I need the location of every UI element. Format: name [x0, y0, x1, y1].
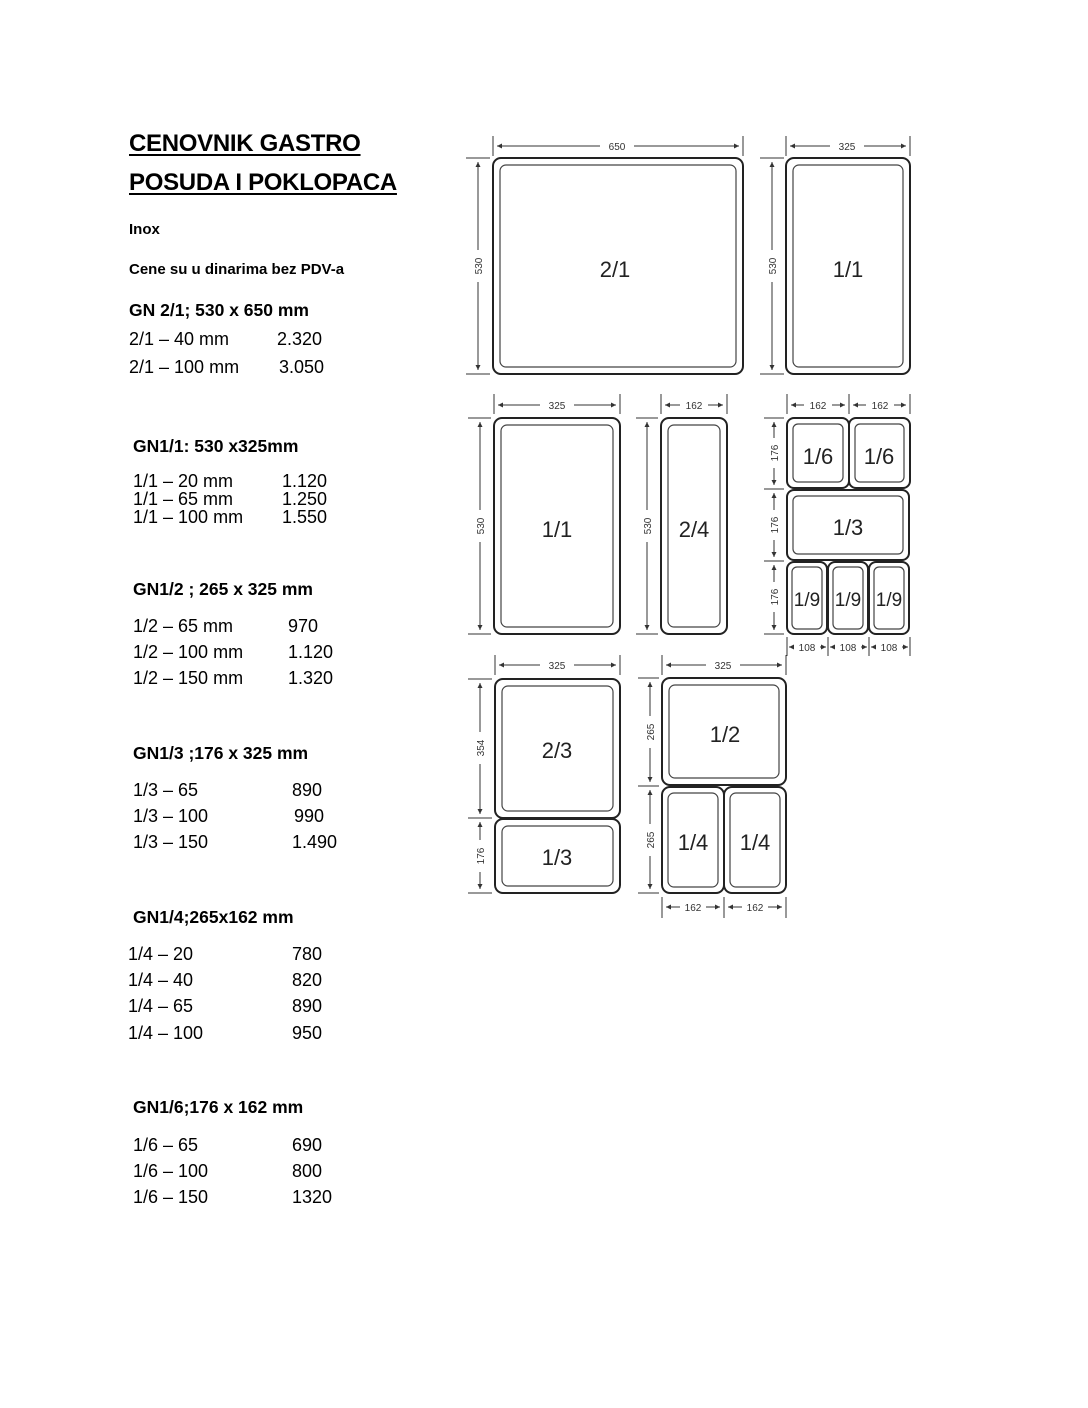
- page-title-line1: CENOVNIK GASTRO: [129, 130, 361, 157]
- price-value: 890: [292, 996, 323, 1016]
- price-value: 3.050: [279, 357, 325, 377]
- pan-1-4-left: [662, 787, 724, 893]
- pan-label: 1/4: [677, 830, 709, 855]
- section-title-gn-1-1: GN1/1: 530 x325mm: [133, 436, 299, 456]
- price-value: 1.320: [288, 668, 334, 688]
- pan-1-9-middle: [828, 562, 868, 634]
- price-value: 1.250: [282, 489, 328, 509]
- pan-1-2: [662, 678, 786, 785]
- size-label: 1/4 – 100: [128, 1023, 204, 1043]
- dim-265-b: [638, 790, 659, 893]
- pan-1-4-right: [724, 787, 786, 893]
- size-label: 1/4 – 40: [128, 970, 194, 990]
- dim-text: 108: [839, 643, 857, 654]
- size-label: 1/4 – 65: [128, 996, 194, 1016]
- size-label: 1/3 – 150: [133, 832, 209, 852]
- price-value: 950: [292, 1023, 323, 1043]
- dim-325-d: [662, 655, 786, 675]
- size-label: 2/1 – 100 mm: [129, 357, 240, 377]
- dim-176-c: [764, 565, 784, 634]
- price-value: 2.320: [277, 329, 323, 349]
- pan-1-3-bottom: [495, 819, 620, 893]
- section-title-gn-1-3: GN1/3 ;176 x 325 mm: [133, 743, 309, 763]
- dim-text: 108: [880, 643, 898, 654]
- dim-text: 162: [684, 903, 702, 914]
- material-label: Inox: [129, 221, 160, 238]
- size-label: 1/2 – 100 mm: [133, 642, 244, 662]
- dim-text: 162: [685, 401, 703, 412]
- price-value: 1.490: [292, 832, 338, 852]
- dim-text: 162: [746, 903, 764, 914]
- section-title-gn-1-2: GN1/2 ; 265 x 325 mm: [133, 579, 313, 599]
- dim-text: 108: [798, 643, 816, 654]
- dim-text: 265: [646, 723, 657, 741]
- dim-650: [493, 136, 743, 156]
- price-value: 1.550: [282, 507, 328, 527]
- dim-text: 325: [838, 142, 856, 153]
- pan-label: 1/3: [541, 845, 573, 870]
- dim-text: 650: [608, 142, 626, 153]
- dim-text: 325: [548, 661, 566, 672]
- pan-1-9-right: [869, 562, 909, 634]
- size-label: 1/3 – 65: [133, 780, 199, 800]
- pan-label: 1/2: [709, 722, 741, 747]
- pan-label: 1/3: [832, 515, 864, 540]
- dim-354: [468, 679, 492, 818]
- pan-1-6-left: [787, 418, 849, 488]
- dim-text: 530: [474, 257, 485, 275]
- pan-1-9-left: [787, 562, 827, 634]
- dim-text: 162: [809, 401, 827, 412]
- pan-label: 1/6: [863, 444, 895, 469]
- dim-325-b: [494, 394, 620, 414]
- dim-176-a: [764, 418, 784, 489]
- pan-1-1-top: [786, 158, 910, 374]
- section-title-gn-1-6: GN1/6;176 x 162 mm: [133, 1097, 304, 1117]
- pan-2-3: [495, 679, 620, 818]
- size-label: 2/1 – 40 mm: [129, 329, 230, 349]
- page-title-line2: POSUDA I POKLOPACA: [129, 169, 397, 196]
- price-value: 1.120: [282, 471, 328, 491]
- dim-530-d: [636, 418, 658, 634]
- size-label: 1/2 – 65 mm: [133, 616, 234, 636]
- dim-162-a: [661, 394, 727, 414]
- dim-162-c: [853, 394, 910, 414]
- dim-text: 325: [548, 401, 566, 412]
- pan-label: 1/1: [832, 257, 864, 282]
- price-note: Cene su u dinarima bez PDV-a: [129, 261, 345, 278]
- section-title-gn-2-1: GN 2/1; 530 x 650 mm: [129, 300, 309, 320]
- pan-2-1: [493, 158, 743, 374]
- price-value: 820: [292, 970, 323, 990]
- dim-325-c: [495, 655, 620, 675]
- dim-265-a: [638, 678, 659, 786]
- price-value: 1.120: [288, 642, 334, 662]
- dim-text: 265: [646, 831, 657, 849]
- pan-label: 1/1: [541, 517, 573, 542]
- price-value: 690: [292, 1135, 323, 1155]
- size-label: 1/6 – 100: [133, 1161, 209, 1181]
- dim-176-b: [764, 493, 784, 561]
- pan-label: 1/9: [834, 590, 862, 611]
- dim-text: 354: [476, 739, 487, 757]
- dim-530-b: [760, 158, 784, 374]
- size-label: 1/4 – 20: [128, 944, 194, 964]
- dim-text: 530: [643, 517, 654, 535]
- pan-1-6-right: [849, 418, 910, 488]
- dim-530-c: [468, 418, 491, 634]
- dim-176-d: [468, 822, 492, 893]
- dim-text: 176: [770, 444, 781, 462]
- size-label: 1/2 – 150 mm: [133, 668, 244, 688]
- pan-label: 1/6: [802, 444, 834, 469]
- size-label: 1/3 – 100: [133, 806, 209, 826]
- pan-label: 2/1: [599, 257, 631, 282]
- dim-text: 162: [871, 401, 889, 412]
- dim-text: 176: [476, 847, 487, 865]
- price-value: 970: [288, 616, 319, 636]
- pan-1-1-middle: [494, 418, 620, 634]
- size-label: 1/1 – 20 mm: [133, 471, 234, 491]
- pan-1-3-grid: [787, 490, 909, 560]
- dim-162-b: [787, 394, 849, 414]
- pan-label: 1/9: [793, 590, 821, 611]
- size-label: 1/1 – 65 mm: [133, 489, 234, 509]
- dim-text: 530: [768, 257, 779, 275]
- price-value: 890: [292, 780, 323, 800]
- pan-label: 1/4: [739, 830, 771, 855]
- dim-text: 176: [770, 516, 781, 534]
- dim-text: 176: [770, 588, 781, 606]
- dim-text: 325: [714, 661, 732, 672]
- price-value: 990: [294, 806, 325, 826]
- pan-label: 2/4: [678, 517, 710, 542]
- size-label: 1/6 – 65: [133, 1135, 199, 1155]
- pan-2-4: [661, 418, 727, 634]
- price-value: 1320: [292, 1187, 333, 1207]
- pan-label: 1/9: [875, 590, 903, 611]
- dim-325-a: [786, 136, 910, 156]
- section-title-gn-1-4: GN1/4;265x162 mm: [133, 907, 294, 927]
- price-value: 800: [292, 1161, 323, 1181]
- price-value: 780: [292, 944, 323, 964]
- size-label: 1/6 – 150: [133, 1187, 209, 1207]
- pan-label: 2/3: [541, 738, 573, 763]
- dim-162-bottom: [662, 897, 786, 918]
- dim-530-a: [466, 158, 490, 374]
- dim-108-row: [787, 637, 910, 656]
- size-label: 1/1 – 100 mm: [133, 507, 244, 527]
- dim-text: 530: [476, 517, 487, 535]
